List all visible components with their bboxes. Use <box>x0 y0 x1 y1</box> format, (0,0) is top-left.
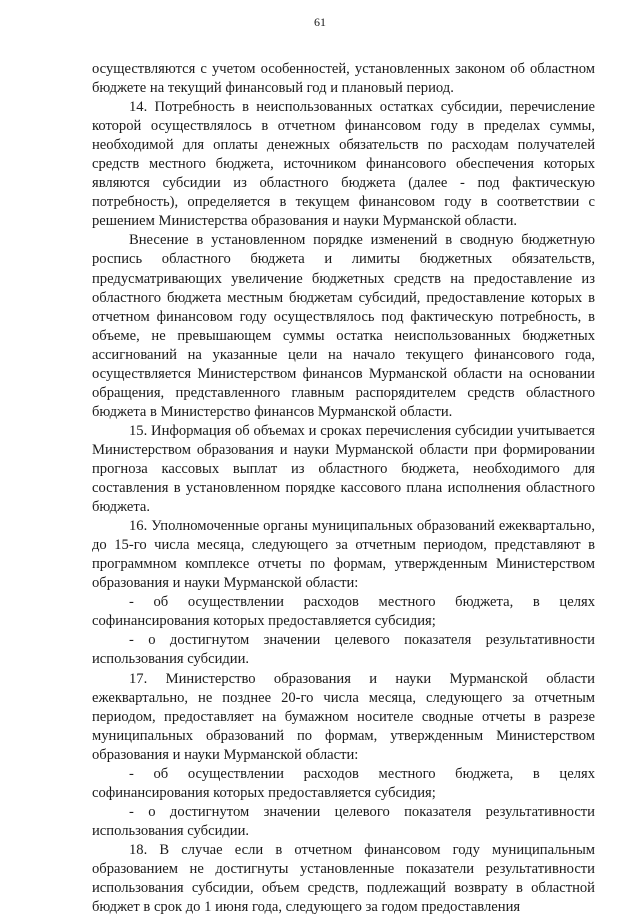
paragraph-item-17: 17. Министерство образования и науки Мурманской области ежеквартально, не позднее 20-го числа месяца, следующего за отчетным периодом, предоставляет на бумажном носителе сводные отчеты в разрезе муниципальных образований по формам, утвержденным Министерством образования и науки Мурманской области: <box>92 670 595 763</box>
paragraph-item-16: 16. Уполномоченные органы муниципальных образований ежеквартально, до 15-го числа месяца, следующего за отчетным периодом, представляют в программном комплексе отчеты по формам, утвержденным Министерством образования и науки Мурманской области: <box>92 518 595 592</box>
page-number: 61 <box>314 15 326 29</box>
paragraph-item-15: 15. Информация об объемах и сроках перечисления субсидии учитывается Министерством образования и науки Мурманской области при формировании прогноза кассовых выплат из областного бюджета, необходимого для составления в установленном порядке кассового плана исполнения областного бюджета. <box>92 422 595 516</box>
list-item-indicator-summary: - о достигнутом значении целевого показателя результативности использования субсидии. <box>92 803 595 839</box>
list-item-expenses-summary: - об осуществлении расходов местного бюджета, в целях софинансирования которых предоставляется субсидия; <box>92 765 595 801</box>
paragraph-budget-changes: Внесение в установленном порядке изменений в сводную бюджетную роспись областного бюджета и лимиты бюджетных обязательств, предусматривающих увеличение бюджетных средств на предоставление из областного бюджета местным бюджетам субсидий, предоставление которых в отчетном финансовом году осуществлялось под фактическую потребность, в объеме, не превышающем суммы остатка неиспользованных бюджетных ассигнований на указанные цели на начало текущего финансового года, осуществляется Министерством финансов Мурманской области на основании обращения, представленного главным распорядителем средств областного бюджета в Министерство финансов Мурманской области. <box>92 232 595 420</box>
paragraph-continuation: осуществляются с учетом особенностей, установленных законом об областном бюджете на текущий финансовый год и плановый период. <box>92 61 595 97</box>
list-item-expenses-report: - об осуществлении расходов местного бюджета, в целях софинансирования которых предоставляется субсидия; <box>92 594 595 630</box>
paragraph-item-18: 18. В случае если в отчетном финансовом году муниципальным образованием не достигнуты установленные показатели результативности использования субсидии, объем средств, подлежащий возврату в областной бюджет в срок до 1 июня года, следующего за годом предоставления <box>92 841 595 916</box>
document-body <box>92 60 595 917</box>
paragraph-item-14: 14. Потребность в неиспользованных остатках субсидии, перечисление которой осуществлялось в отчетном финансовом году в пределах суммы, необходимой для оплаты денежных обязательств по расходам получателей средств местного бюджета, источником финансового обеспечения которых являются субсидии из областного бюджета (далее - под фактическую потребность), определяется в текущем финансовом году в соответствии с решением Министерства образования и науки Мурманской области. <box>92 99 595 230</box>
list-item-indicator-report: - о достигнутом значении целевого показателя результативности использования субсидии. <box>92 632 595 668</box>
